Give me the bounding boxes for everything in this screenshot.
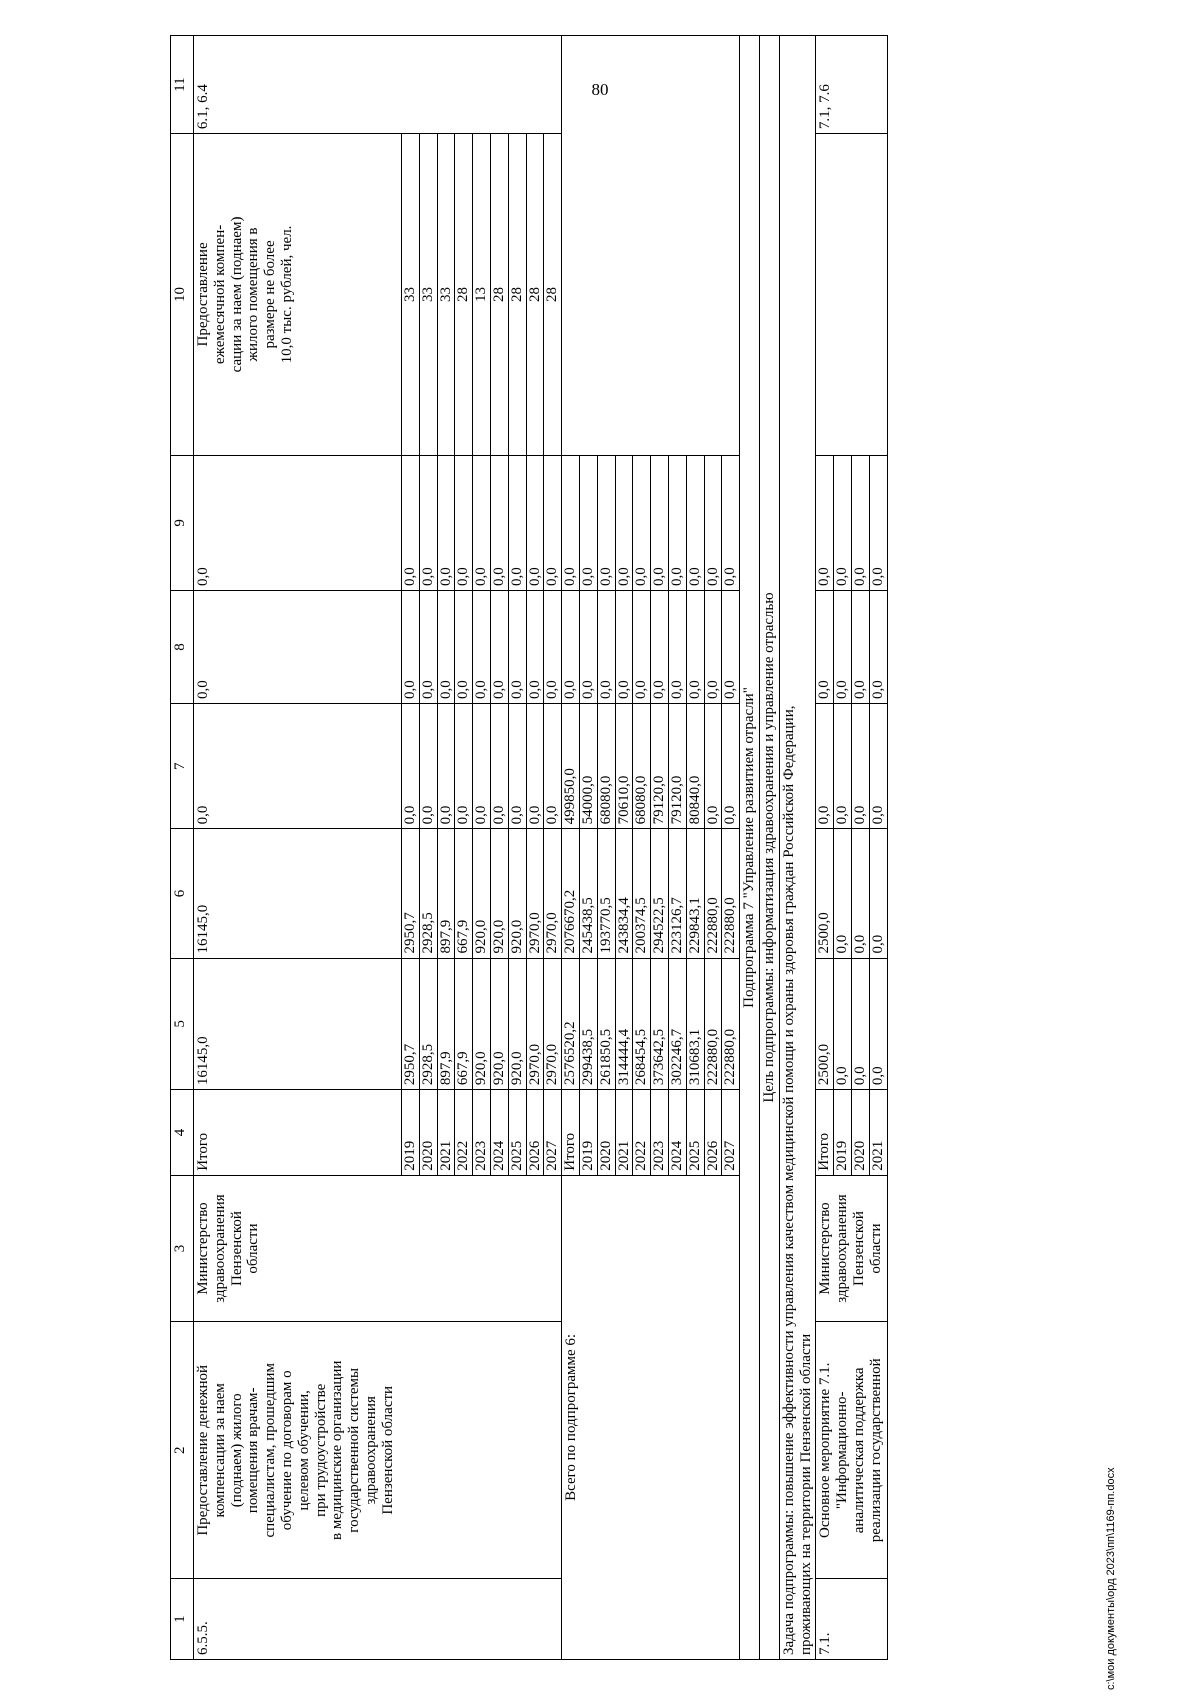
value-cell: 0,0 — [851, 591, 869, 704]
value-cell: 0,0 — [526, 591, 544, 704]
column-header: 4 — [171, 1090, 194, 1176]
value-cell: 0,0 — [834, 455, 852, 590]
executor-line: Министерство — [817, 1202, 834, 1295]
item-code: 7.1. — [816, 1579, 887, 1660]
value-cell: 0,0 — [597, 455, 615, 590]
column-header: 7 — [171, 704, 194, 829]
subprogram-task-line: проживающих на территории Пензенской области — [797, 1333, 814, 1655]
column-header: 10 — [171, 134, 194, 456]
value-cell: 2576520,2 — [562, 958, 580, 1090]
year-cell: 2020 — [597, 1090, 615, 1176]
value-cell: 920,0 — [473, 829, 491, 958]
year-cell: 2019 — [834, 1090, 852, 1176]
value-cell: 245438,5 — [579, 829, 597, 958]
value-cell: 0,0 — [544, 704, 562, 829]
value-cell: 0,0 — [526, 455, 544, 590]
value-cell: 310683,1 — [686, 958, 704, 1090]
item-title-line: "Информационно- — [834, 1391, 851, 1510]
value-cell: 79120,0 — [668, 704, 686, 829]
value-cell: 0,0 — [437, 704, 455, 829]
value-cell: 0,0 — [704, 704, 722, 829]
value-cell: 2950,7 — [402, 958, 420, 1090]
value-cell: 0,0 — [704, 455, 722, 590]
value-cell: 0,0 — [544, 455, 562, 590]
year-cell: 2021 — [437, 1090, 455, 1176]
item-title — [194, 1322, 562, 1579]
year-cell: 2020 — [419, 1090, 437, 1176]
value-cell: 0,0 — [490, 591, 508, 704]
item-title-line: Основное мероприятие 7.1. — [817, 1362, 834, 1538]
year-cell: 2024 — [668, 1090, 686, 1176]
value-cell: 0,0 — [816, 455, 834, 590]
item-title-line: компенсации за наем — [211, 1383, 228, 1518]
value-cell: 80840,0 — [686, 704, 704, 829]
value-cell: 243834,4 — [615, 829, 633, 958]
value-cell: 2928,5 — [419, 829, 437, 958]
value-cell: 0,0 — [633, 455, 651, 590]
value-cell: 0,0 — [686, 455, 704, 590]
value-cell: 0,0 — [834, 704, 852, 829]
rotated-table-container — [170, 35, 1105, 1660]
value-cell: 0,0 — [437, 591, 455, 704]
value-cell: 0,0 — [508, 704, 526, 829]
table-row — [194, 36, 402, 1660]
value-cell: 0,0 — [722, 455, 740, 590]
year-cell: 2025 — [508, 1090, 526, 1176]
value-cell: 0,0 — [508, 455, 526, 590]
executor-line: области — [867, 1223, 884, 1274]
value-cell: 2500,0 — [816, 958, 834, 1090]
indicator-line: размере не более — [262, 240, 279, 349]
value-cell: 0,0 — [419, 704, 437, 829]
value-cell: 0,0 — [615, 591, 633, 704]
year-cell: 2019 — [579, 1090, 597, 1176]
table-row — [562, 36, 580, 1660]
page-number: 80 — [591, 80, 609, 99]
value-cell: 0,0 — [633, 591, 651, 704]
column-header: 3 — [171, 1175, 194, 1322]
value-cell: 0,0 — [651, 455, 669, 590]
year-cell: Итого — [194, 1090, 402, 1176]
indicator-value: 33 — [419, 134, 437, 456]
value-cell: 2950,7 — [402, 829, 420, 958]
subprogram-task — [779, 36, 816, 1660]
value-cell: 0,0 — [473, 704, 491, 829]
value-cell: 0,0 — [419, 455, 437, 590]
value-cell: 0,0 — [579, 455, 597, 590]
value-cell: 54000,0 — [579, 704, 597, 829]
value-cell: 920,0 — [490, 829, 508, 958]
value-cell: 667,9 — [455, 958, 473, 1090]
value-cell: 0,0 — [526, 704, 544, 829]
value-cell: 0,0 — [668, 455, 686, 590]
reference: 6.1, 6.4 — [194, 36, 562, 134]
value-cell: 0,0 — [851, 829, 869, 958]
item-title-line: помещения врачам- — [245, 1387, 262, 1514]
year-cell: 2019 — [402, 1090, 420, 1176]
value-cell: 0,0 — [869, 704, 887, 829]
value-cell: 2970,0 — [526, 958, 544, 1090]
executor-line: области — [245, 1223, 262, 1274]
item-title-line: реализации государственной — [867, 1358, 884, 1543]
value-cell: 0,0 — [869, 591, 887, 704]
value-cell: 0,0 — [402, 591, 420, 704]
reference: 7.1, 7.6 — [816, 36, 887, 134]
item-title-line: целевом обучении, — [295, 1390, 312, 1511]
item-code: 6.5.5. — [194, 1579, 562, 1660]
item-title-line: аналитическая поддержка — [850, 1367, 867, 1534]
column-header: 9 — [171, 455, 194, 590]
value-cell: 0,0 — [437, 455, 455, 590]
value-cell: 2076670,2 — [562, 829, 580, 958]
value-cell: 0,0 — [473, 455, 491, 590]
column-header: 1 — [171, 1579, 194, 1660]
subprogram-goal: Цель подпрограммы: информатизация здравоохранения и управление отраслью — [759, 36, 779, 1660]
indicator-value: 28 — [508, 134, 526, 456]
indicator-value: 33 — [437, 134, 455, 456]
value-cell: 222880,0 — [704, 829, 722, 958]
indicator-value: 13 — [473, 134, 491, 456]
value-cell: 0,0 — [651, 591, 669, 704]
indicator-value: 28 — [455, 134, 473, 456]
value-cell: 0,0 — [869, 455, 887, 590]
value-cell: 16145,0 — [194, 829, 402, 958]
value-cell: 0,0 — [834, 591, 852, 704]
value-cell: 0,0 — [722, 704, 740, 829]
indicator-line: ежемесячной компен- — [211, 224, 228, 365]
value-cell: 0,0 — [597, 591, 615, 704]
value-cell: 0,0 — [668, 591, 686, 704]
value-cell: 222880,0 — [722, 829, 740, 958]
item-title-line: обучение по договорам о — [278, 1370, 295, 1531]
subprogram-title: Подпрограмма 7 "Управление развитием отрасли" — [740, 36, 760, 1660]
year-cell: Итого — [562, 1090, 580, 1176]
value-cell: 0,0 — [722, 591, 740, 704]
indicator-line: 10,0 тыс. рублей, чел. — [278, 225, 295, 364]
table-row — [740, 36, 760, 1660]
item-title-line: специалистам, прошедшим — [262, 1363, 279, 1538]
value-cell: 0,0 — [455, 704, 473, 829]
executor-line: Пензенской — [850, 1211, 867, 1286]
item-title-line: здравоохранения — [362, 1396, 379, 1505]
indicator-line: Предоставление — [195, 242, 211, 347]
budget-table — [170, 35, 888, 1660]
year-cell: Итого — [816, 1090, 834, 1176]
executor — [816, 1175, 887, 1322]
executor-line: здравоохранения — [211, 1194, 228, 1303]
value-cell: 0,0 — [834, 958, 852, 1090]
executor-line: Министерство — [195, 1202, 211, 1295]
table-row — [759, 36, 779, 1660]
value-cell: 222880,0 — [704, 958, 722, 1090]
year-cell: 2026 — [526, 1090, 544, 1176]
year-cell: 2026 — [704, 1090, 722, 1176]
value-cell: 68080,0 — [633, 704, 651, 829]
footer-file-path: c:\мои документы\орд 2023\пп\1169-пп.docx — [1105, 1467, 1117, 1690]
value-cell: 0,0 — [194, 455, 402, 590]
item-title-line: при трудоустройстве — [312, 1383, 329, 1517]
value-cell: 0,0 — [455, 591, 473, 704]
value-cell: 193770,5 — [597, 829, 615, 958]
indicator-line: жилого помещения в — [245, 227, 262, 362]
value-cell: 302246,7 — [668, 958, 686, 1090]
value-cell: 0,0 — [194, 704, 402, 829]
value-cell: 0,0 — [194, 591, 402, 704]
year-cell: 2023 — [473, 1090, 491, 1176]
value-cell: 0,0 — [704, 591, 722, 704]
indicator — [816, 134, 887, 456]
item-title-line: Предоставление денежной — [195, 1364, 211, 1536]
value-cell: 920,0 — [508, 829, 526, 958]
value-cell: 79120,0 — [651, 704, 669, 829]
value-cell: 499850,0 — [562, 704, 580, 829]
indicator-value: 28 — [490, 134, 508, 456]
value-cell: 0,0 — [473, 591, 491, 704]
value-cell: 2970,0 — [526, 829, 544, 958]
table-row — [816, 36, 834, 1660]
value-cell: 0,0 — [686, 591, 704, 704]
value-cell: 2970,0 — [544, 829, 562, 958]
item-title-line: в медицинские организации — [329, 1360, 346, 1541]
value-cell: 0,0 — [562, 455, 580, 590]
column-header: 6 — [171, 829, 194, 958]
executor-line: Пензенской — [228, 1211, 245, 1286]
value-cell: 200374,5 — [633, 829, 651, 958]
executor-line: здравоохранения — [834, 1194, 851, 1303]
value-cell: 229843,1 — [686, 829, 704, 958]
value-cell: 0,0 — [579, 591, 597, 704]
value-cell: 667,9 — [455, 829, 473, 958]
value-cell: 0,0 — [851, 455, 869, 590]
value-cell: 0,0 — [490, 455, 508, 590]
executor — [194, 1175, 562, 1322]
item-title-line: (поднаем) жилого — [228, 1393, 245, 1508]
value-cell: 920,0 — [508, 958, 526, 1090]
value-cell: 2500,0 — [816, 829, 834, 958]
value-cell: 0,0 — [615, 455, 633, 590]
year-cell: 2020 — [851, 1090, 869, 1176]
value-cell: 920,0 — [490, 958, 508, 1090]
indicator-line: сации за наем (поднаем) — [228, 216, 245, 373]
value-cell: 0,0 — [834, 829, 852, 958]
year-cell: 2023 — [651, 1090, 669, 1176]
value-cell: 897,9 — [437, 958, 455, 1090]
value-cell: 222880,0 — [722, 958, 740, 1090]
value-cell: 0,0 — [402, 704, 420, 829]
table-row — [779, 36, 816, 1660]
subtotal-label: Всего по подпрограмме 6: — [562, 1175, 740, 1659]
column-header: 2 — [171, 1322, 194, 1579]
value-cell: 2970,0 — [544, 958, 562, 1090]
value-cell: 373642,5 — [651, 958, 669, 1090]
value-cell: 16145,0 — [194, 958, 402, 1090]
indicator-value: 33 — [402, 134, 420, 456]
value-cell: 897,9 — [437, 829, 455, 958]
year-cell: 2022 — [455, 1090, 473, 1176]
year-cell: 2021 — [869, 1090, 887, 1176]
value-cell: 0,0 — [508, 591, 526, 704]
value-cell: 0,0 — [869, 958, 887, 1090]
empty-cell — [562, 36, 740, 456]
value-cell: 299438,5 — [579, 958, 597, 1090]
year-cell: 2022 — [633, 1090, 651, 1176]
value-cell: 223126,7 — [668, 829, 686, 958]
value-cell: 294522,5 — [651, 829, 669, 958]
value-cell: 314444,4 — [615, 958, 633, 1090]
value-cell: 70610,0 — [615, 704, 633, 829]
indicator — [194, 134, 402, 456]
value-cell: 0,0 — [455, 455, 473, 590]
value-cell: 268454,5 — [633, 958, 651, 1090]
value-cell: 0,0 — [851, 958, 869, 1090]
value-cell: 0,0 — [562, 591, 580, 704]
item-title — [816, 1322, 887, 1579]
value-cell: 0,0 — [490, 704, 508, 829]
year-cell: 2021 — [615, 1090, 633, 1176]
year-cell: 2027 — [544, 1090, 562, 1176]
column-header: 8 — [171, 591, 194, 704]
value-cell: 261850,5 — [597, 958, 615, 1090]
indicator-value: 28 — [526, 134, 544, 456]
year-cell: 2025 — [686, 1090, 704, 1176]
indicator-value: 28 — [544, 134, 562, 456]
value-cell: 0,0 — [544, 591, 562, 704]
value-cell: 68080,0 — [597, 704, 615, 829]
value-cell: 2928,5 — [419, 958, 437, 1090]
column-number-header-row — [171, 36, 194, 1660]
value-cell: 0,0 — [851, 704, 869, 829]
item-title-line: Пензенской области — [379, 1385, 396, 1515]
value-cell: 920,0 — [473, 958, 491, 1090]
year-cell: 2024 — [490, 1090, 508, 1176]
value-cell: 0,0 — [419, 591, 437, 704]
subprogram-task-line: Задача подпрограммы: повышение эффективности управления качеством медицинской помощи и охраны здоровья граждан Российской Федерации, — [780, 705, 797, 1655]
value-cell: 0,0 — [402, 455, 420, 590]
column-header: 11 — [171, 36, 194, 134]
value-cell: 0,0 — [816, 704, 834, 829]
value-cell: 0,0 — [869, 829, 887, 958]
item-title-line: государственной системы — [346, 1367, 363, 1533]
column-header: 5 — [171, 958, 194, 1090]
value-cell: 0,0 — [816, 591, 834, 704]
year-cell: 2027 — [722, 1090, 740, 1176]
